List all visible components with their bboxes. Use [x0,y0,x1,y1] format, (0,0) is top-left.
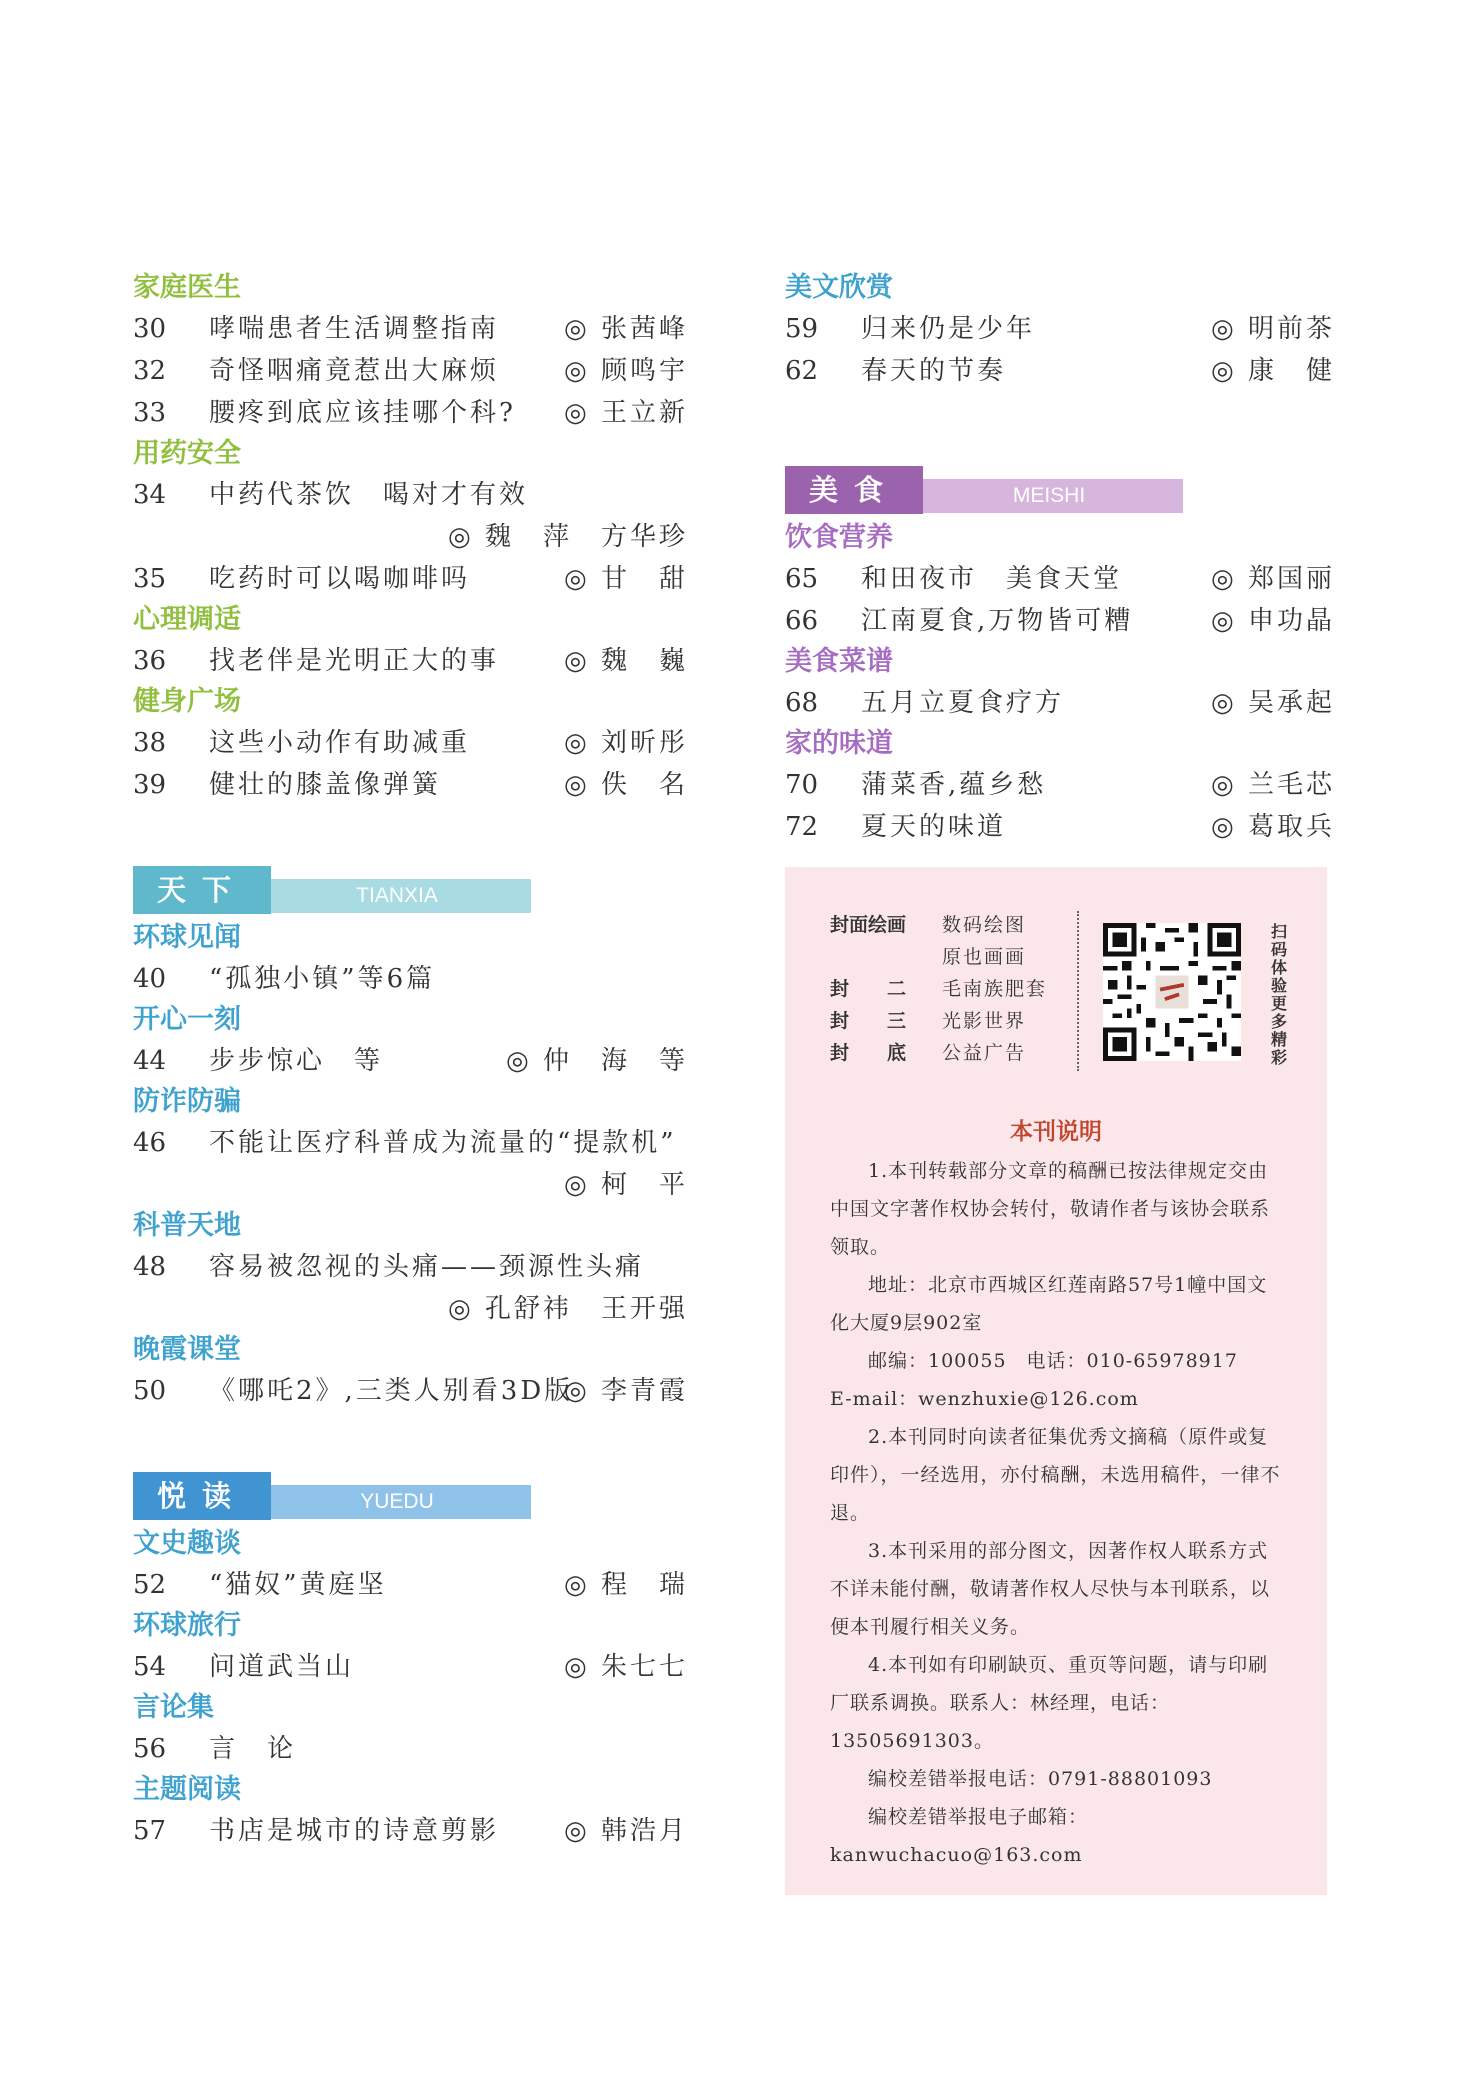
category-heading: 饮食营养 [785,522,893,553]
section-banner-tianxia [133,866,688,916]
toc-left-column [133,268,688,1852]
credit-value: 光影世界 [942,1010,1027,1032]
toc-entry[interactable] [785,558,1335,600]
page-number: 56 [133,1734,167,1764]
article-title: 找老伴是光明正大的事 [209,646,500,676]
category-heading: 美文欣赏 [785,272,893,303]
article-title: 中药代茶饮 喝对才有效 [209,480,529,510]
toc-right-column [785,268,1335,848]
category-heading: 环球见闻 [133,922,241,953]
toc-entry[interactable] [785,350,1335,392]
page-number: 39 [133,770,167,800]
article-author: ◎ 王立新 [564,398,688,428]
category-heading: 科普天地 [133,1210,241,1241]
page-number: 38 [133,728,167,758]
category-heading: 文史趣谈 [133,1528,241,1559]
article-title: “猫奴”黄庭坚 [209,1570,387,1600]
credit-row [830,973,1070,1005]
toc-entry[interactable] [133,558,688,600]
page-number: 46 [133,1128,167,1158]
toc-entry-authors [133,1164,688,1206]
article-author: ◎ 朱七七 [564,1652,688,1682]
article-title: 容易被忽视的头痛——颈源性头痛 [209,1252,645,1282]
page-number: 33 [133,398,167,428]
page-number: 68 [785,688,819,718]
section-banner-yuedu [133,1472,688,1522]
category-heading: 防诈防骗 [133,1086,241,1117]
credit-row [830,941,1070,973]
scan-caption: 扫码体验更多精彩 [1270,922,1287,1067]
toc-entry[interactable] [785,806,1335,848]
category-heading: 家庭医生 [133,272,241,303]
page-number: 48 [133,1252,167,1282]
page-number: 52 [133,1570,167,1600]
credit-row [830,1037,1070,1069]
notice-email: E-mail：wenzhuxie@126.com [830,1388,1139,1410]
page-number: 30 [133,314,167,344]
article-author: ◎ 张茜峰 [564,314,688,344]
credit-row [830,909,1070,941]
credit-label: 封 三 [830,1010,907,1032]
toc-entry[interactable] [133,1646,688,1688]
banner-title: 天下 [133,866,271,914]
category-heading: 心理调适 [133,604,241,635]
toc-entry[interactable] [133,722,688,764]
category-heading: 用药安全 [133,438,241,469]
toc-entry[interactable] [133,640,688,682]
page-number: 44 [133,1046,167,1076]
category-heading: 言论集 [133,1692,214,1723]
category-heading: 健身广场 [133,686,241,717]
banner-pinyin: TIANXIA [263,879,531,913]
article-author: ◎ 佚 名 [564,770,688,800]
article-author: ◎ 葛取兵 [1211,812,1335,842]
banner-pinyin: YUEDU [263,1485,531,1519]
qr-code-icon[interactable] [1103,923,1241,1061]
page-number: 32 [133,356,167,386]
toc-entry[interactable] [785,682,1335,724]
article-author: ◎ 郑国丽 [1211,564,1335,594]
banner-pinyin: MEISHI [915,479,1183,513]
page-number: 54 [133,1652,167,1682]
article-author: ◎ 顾鸣宇 [564,356,688,386]
credit-row [830,1005,1070,1037]
notice-text [830,1152,1285,1874]
article-author: ◎ 魏 萍 方华珍 [448,522,688,552]
page-number: 65 [785,564,819,594]
article-title: 哮喘患者生活调整指南 [209,314,500,344]
notice-paragraph: 3.本刊采用的部分图文，因著作权人联系方式不详未能付酬，敬请著作权人尽快与本刊联系，以便本刊履行相关义务。 [830,1540,1271,1638]
page-number: 40 [133,964,167,994]
credit-label: 封 底 [830,1042,907,1064]
toc-entry[interactable] [133,474,688,516]
credit-value: 毛南族肥套 [942,978,1048,1000]
banner-title: 美食 [785,466,923,514]
page-number: 34 [133,480,167,510]
article-title: 和田夜市 美食天堂 [861,564,1123,594]
article-title: 这些小动作有助减重 [209,728,471,758]
article-author: ◎ 韩浩月 [564,1816,688,1846]
article-author: ◎ 孔舒祎 王开强 [448,1294,688,1324]
article-author: ◎ 李青霞 [564,1376,688,1406]
article-title: 奇怪咽痛竟惹出大麻烦 [209,356,500,386]
article-title: 五月立夏食疗方 [861,688,1065,718]
article-author: ◎ 程 瑞 [564,1570,688,1600]
article-author: ◎ 仲 海 等 [506,1046,688,1076]
toc-entry[interactable] [133,350,688,392]
article-author: ◎ 刘昕彤 [564,728,688,758]
notice-paragraph: 1.本刊转载部分文章的稿酬已按法律规定交由中国文字著作权协会转付，敬请作者与该协会联系领取。 [830,1160,1271,1258]
page-number: 57 [133,1816,167,1846]
credit-value: 数码绘图 [942,914,1027,936]
notice-paragraph: 编校差错举报电子邮箱：kanwuchacuo@163.com [830,1806,1089,1866]
toc-entry[interactable] [133,1122,688,1164]
category-heading: 开心一刻 [133,1004,241,1035]
article-title: “孤独小镇”等6篇 [209,964,436,994]
page-number: 70 [785,770,819,800]
cover-credits [830,909,1070,1069]
toc-entry[interactable] [133,764,688,806]
article-author: ◎ 明前茶 [1211,314,1335,344]
credit-label: 封 二 [830,978,907,1000]
toc-entry[interactable] [133,1810,688,1852]
article-author: ◎ 柯 平 [564,1170,688,1200]
toc-entry[interactable] [133,1728,688,1770]
page-number: 62 [785,356,819,386]
article-title: 归来仍是少年 [861,314,1036,344]
article-author: ◎ 甘 甜 [564,564,688,594]
category-heading: 家的味道 [785,728,893,759]
article-title: 腰疼到底应该挂哪个科? [209,398,516,428]
toc-entry[interactable] [133,1246,688,1288]
article-author: ◎ 兰毛芯 [1211,770,1335,800]
section-banner-meishi [785,466,1335,516]
notice-paragraph: 2.本刊同时向读者征集优秀文摘稿（原件或复印件），一经选用，亦付稿酬，未选用稿件，一律不退。 [830,1426,1281,1524]
notice-paragraph: 4.本刊如有印刷缺页、重页等问题，请与印刷厂联系调换。联系人：林经理，电话：13505691303。 [830,1654,1269,1752]
article-title: 问道武当山 [209,1652,355,1682]
article-title: 江南夏食,万物皆可糟 [861,606,1134,636]
notice-paragraph: 邮编：100055 电话：010-65978917 [868,1350,1238,1372]
credit-value: 原也画画 [942,946,1027,968]
page-number: 66 [785,606,819,636]
banner-title: 悦读 [133,1472,271,1520]
category-heading: 主题阅读 [133,1774,241,1805]
article-author: ◎ 吴承起 [1211,688,1335,718]
article-author: ◎ 申功晶 [1211,606,1335,636]
credit-value: 公益广告 [942,1042,1027,1064]
article-title: 健壮的膝盖像弹簧 [209,770,442,800]
toc-entry[interactable] [133,308,688,350]
article-title: 夏天的味道 [861,812,1007,842]
page-number: 59 [785,314,819,344]
toc-entry-authors [133,1288,688,1330]
category-heading: 晚霞课堂 [133,1334,241,1365]
page-number: 50 [133,1376,167,1406]
toc-entry[interactable] [133,1040,688,1082]
article-author: ◎ 魏 巍 [564,646,688,676]
article-title: 言 论 [209,1734,297,1764]
article-title: 《哪吒2》,三类人别看3D版 [209,1376,574,1406]
credit-label: 封面绘画 [830,914,907,936]
toc-entry[interactable] [785,600,1335,642]
article-author: ◎ 康 健 [1211,356,1335,386]
toc-entry[interactable] [785,308,1335,350]
toc-entry-authors [133,516,688,558]
page-number: 72 [785,812,819,842]
divider [1077,911,1079,1071]
page-number: 36 [133,646,167,676]
article-title: 步步惊心 等 [209,1046,384,1076]
notice-paragraph: 地址：北京市西城区红莲南路57号1幢中国文化大厦9层902室 [830,1274,1268,1334]
notice-paragraph: 编校差错举报电话：0791-88801093 [868,1768,1213,1790]
article-title: 书店是城市的诗意剪影 [209,1816,500,1846]
toc-entry[interactable] [133,958,688,1000]
toc-entry[interactable] [133,1564,688,1606]
page-number: 35 [133,564,167,594]
article-title: 不能让医疗科普成为流量的“提款机” [209,1128,677,1158]
notice-title: 本刊说明 [1010,1119,1102,1145]
article-title: 蒲菜香,蕴乡愁 [861,770,1047,800]
toc-entry[interactable] [133,1370,688,1412]
category-heading: 环球旅行 [133,1610,241,1641]
article-title: 春天的节奏 [861,356,1007,386]
category-heading: 美食菜谱 [785,646,893,677]
toc-entry[interactable] [785,764,1335,806]
publication-info-box [785,867,1327,1895]
article-title: 吃药时可以喝咖啡吗 [209,564,471,594]
toc-entry[interactable] [133,392,688,434]
